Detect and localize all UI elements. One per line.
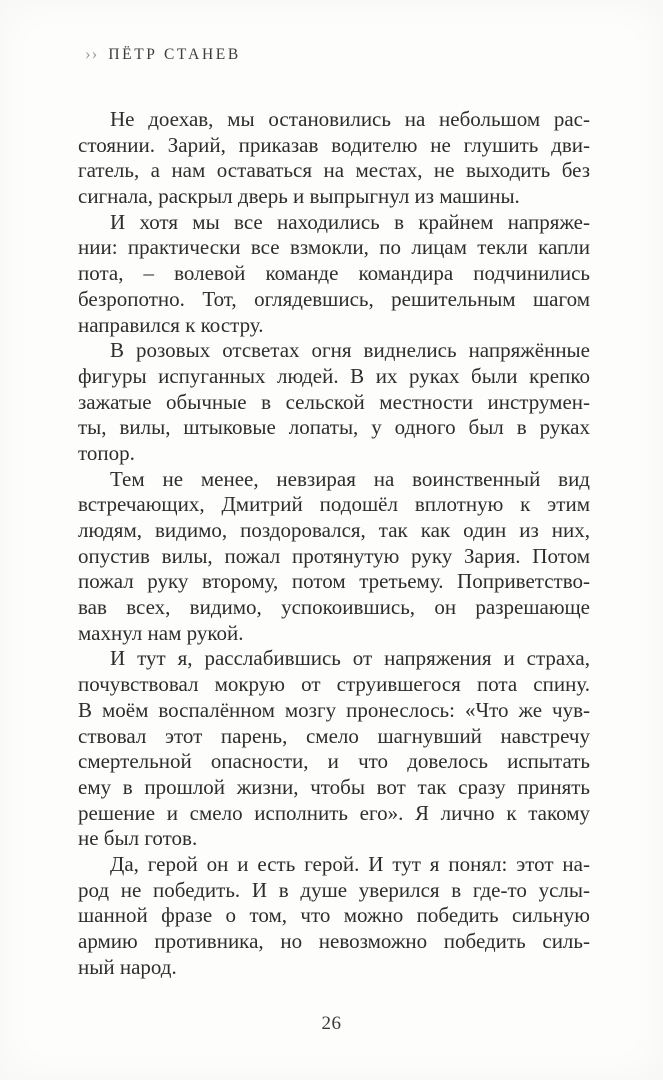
- paragraph: [78, 646, 590, 852]
- running-header: [85, 44, 241, 64]
- paragraph: [78, 107, 590, 210]
- text-line: вав всех, видимо, успокоившись, он разрешающе: [78, 595, 590, 620]
- text-line: В моём воспалённом мозгу пронеслось: «Что же чув-: [78, 697, 590, 722]
- text-line: встречающих, Дмитрий подошёл вплотную к этим: [78, 492, 590, 517]
- chevron-marker-icon: ››: [85, 44, 99, 63]
- page-number: 26: [321, 1013, 342, 1034]
- text-line: И хотя мы все находились в крайнем напряже-: [110, 209, 590, 234]
- text-line: Да, герой он и есть герой. И тут я понял: этот на-: [110, 851, 590, 876]
- text-line: ему в прошлой жизни, чтобы вот так сразу принять: [78, 774, 590, 799]
- text-line: ты, вилы, штыковые лопаты, у одного был в руках: [78, 415, 590, 440]
- text-line: топор.: [78, 440, 135, 465]
- text-line: смертельной опасности, и что довелось испытать: [78, 749, 590, 774]
- text-line: фигуры испуганных людей. В их руках были крепко: [78, 363, 590, 388]
- text-line: Тем не менее, невзирая на воинственный вид: [110, 466, 590, 491]
- text-line: почувствовал мокрую от струившегося пота спину.: [78, 672, 590, 697]
- text-line: гатель, а нам оставаться на местах, не выходить без: [78, 158, 590, 183]
- text-line: зажатые обычные в сельской местности инструмен-: [78, 389, 590, 414]
- text-line: безропотно. Тот, оглядевшись, решительным шагом: [78, 286, 590, 311]
- text-line: ный народ.: [78, 954, 177, 979]
- paragraph: [78, 210, 590, 338]
- text-line: решение и смело исполнить его». Я лично к такому: [78, 800, 590, 825]
- text-line: армию противника, но невозможно победить силь-: [78, 929, 590, 953]
- page-text: [78, 107, 590, 980]
- text-line: не был готов.: [78, 826, 198, 851]
- text-line: Не доехав, мы остановились на небольшом рас-: [110, 107, 590, 131]
- text-line: шанной фразе о том, что можно победить сильную: [78, 903, 590, 928]
- paragraph: [78, 338, 590, 466]
- text-line: махнул нам рукой.: [78, 620, 244, 645]
- text-line: людям, видимо, поздоровался, так как один из них,: [78, 518, 590, 542]
- author-name: ПЁТР СТАНЕВ: [108, 46, 241, 63]
- text-line: ствовал этот парень, смело шагнувший навстречу: [78, 723, 590, 748]
- text-line: опустив вилы, пожал протянутую руку Зария. Потом: [78, 543, 590, 568]
- paragraph: [78, 852, 590, 980]
- text-line: род не победить. И в душе уверился в где-то услы-: [78, 877, 590, 902]
- text-line: В розовых отсветах огня виднелись напряжённые: [110, 338, 590, 363]
- text-line: направился к костру.: [78, 312, 264, 337]
- paragraph: [78, 467, 590, 647]
- text-line: пожал руку второму, потом третьему. Поприветство-: [78, 569, 590, 594]
- text-line: И тут я, расслабившись от напряжения и страха,: [110, 646, 590, 671]
- text-line: сигнала, раскрыл дверь и выпрыгнул из машины.: [78, 184, 520, 209]
- text-line: нии: практически все взмокли, по лицам текли капли: [78, 235, 590, 260]
- text-line: стоянии. Зарий, приказав водителю не глушить дви-: [78, 132, 590, 157]
- text-line: пота, – волевой команде командира подчинились: [78, 261, 590, 286]
